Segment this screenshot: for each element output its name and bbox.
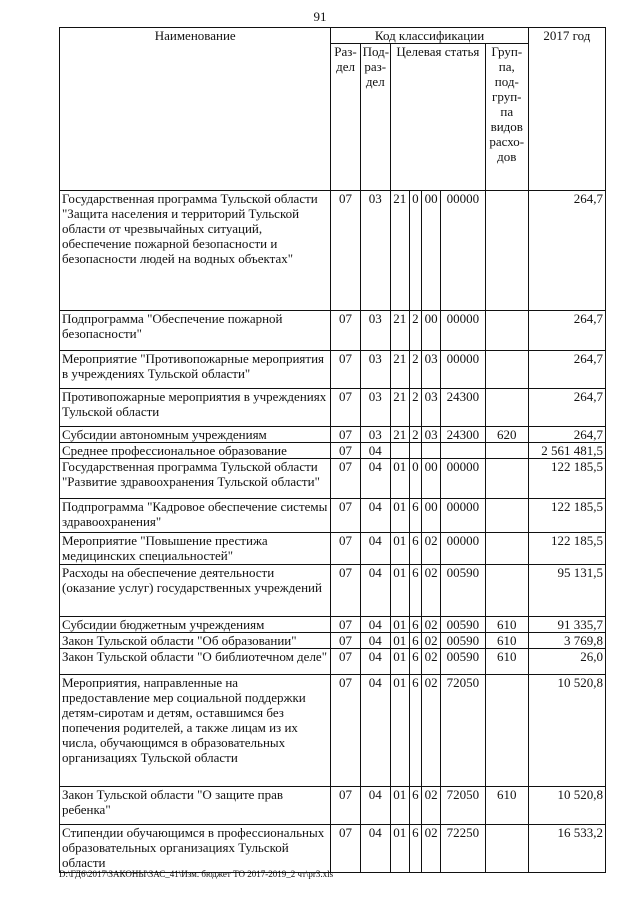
cell-sum: 95 131,5 [528,565,605,617]
cell-c: 00 [422,459,441,499]
cell-pr: 04 [360,533,390,565]
cell-sum: 26,0 [528,649,605,675]
cell-pr: 04 [360,649,390,675]
cell-rz: 07 [331,389,360,427]
cell-vr [485,675,528,787]
cell-pr: 04 [360,633,390,649]
cell-name: Субсидии автономным учреждениям [60,427,331,443]
cell-d [440,443,485,459]
cell-b: 2 [409,351,422,389]
cell-sum: 3 769,8 [528,633,605,649]
cell-d: 00000 [440,311,485,351]
cell-pr: 04 [360,825,390,873]
cell-c: 00 [422,311,441,351]
table-row [60,427,606,443]
cell-vr [485,311,528,351]
table-row [60,191,606,311]
table-row [60,311,606,351]
cell-d: 00000 [440,459,485,499]
cell-rz: 07 [331,443,360,459]
header-year: 2017 год [528,28,605,191]
cell-c: 00 [422,499,441,533]
table-row [60,533,606,565]
cell-vr [485,565,528,617]
cell-a: 21 [390,191,409,311]
cell-c: 02 [422,787,441,825]
cell-a: 01 [390,459,409,499]
cell-d: 24300 [440,427,485,443]
cell-name: Противопожарные мероприятия в учреждениях Тульской области [60,389,331,427]
table-row [60,633,606,649]
header-classification: Код классификации [331,28,528,44]
cell-a: 21 [390,351,409,389]
cell-a: 01 [390,499,409,533]
cell-c: 03 [422,389,441,427]
cell-b: 6 [409,565,422,617]
cell-vr [485,825,528,873]
cell-b: 6 [409,533,422,565]
cell-c: 03 [422,351,441,389]
table-row [60,825,606,873]
cell-pr: 03 [360,311,390,351]
cell-c: 02 [422,825,441,873]
cell-rz: 07 [331,499,360,533]
table-row [60,617,606,633]
cell-d: 00000 [440,351,485,389]
cell-c: 02 [422,617,441,633]
cell-c: 02 [422,533,441,565]
cell-name: Мероприятие "Противопожарные мероприятия в учреждениях Тульской области" [60,351,331,389]
cell-d: 00000 [440,499,485,533]
cell-d: 00000 [440,191,485,311]
cell-sum: 10 520,8 [528,787,605,825]
cell-rz: 07 [331,787,360,825]
cell-vr: 610 [485,617,528,633]
cell-vr [485,533,528,565]
cell-b: 2 [409,427,422,443]
cell-a: 01 [390,633,409,649]
cell-vr: 610 [485,633,528,649]
budget-table [59,27,606,873]
cell-vr [485,459,528,499]
cell-a: 01 [390,617,409,633]
cell-name: Мероприятия, направленные на предоставление мер социальной поддержки детям-сиротам и детям, оставшимся без попечения родителей, а также лицам из их числа, обучающимся в образовательных организациях Тульской области [60,675,331,787]
cell-name: Закон Тульской области "Об образовании" [60,633,331,649]
cell-vr [485,443,528,459]
cell-vr: 610 [485,787,528,825]
cell-rz: 07 [331,427,360,443]
header-name: Наименование [60,28,331,191]
cell-name: Мероприятие "Повышение престижа медицинских специальностей" [60,533,331,565]
table-row [60,787,606,825]
cell-vr: 620 [485,427,528,443]
header-row [60,28,606,44]
cell-name: Стипендии обучающимся в профессиональных образовательных организациях Тульской области [60,825,331,873]
cell-rz: 07 [331,565,360,617]
cell-d: 72050 [440,675,485,787]
cell-name: Подпрограмма "Обеспечение пожарной безопасности" [60,311,331,351]
cell-b: 6 [409,499,422,533]
cell-sum: 264,7 [528,427,605,443]
cell-c: 02 [422,633,441,649]
table-row [60,443,606,459]
cell-sum: 16 533,2 [528,825,605,873]
cell-b: 2 [409,311,422,351]
cell-rz: 07 [331,675,360,787]
cell-b: 6 [409,825,422,873]
table-row [60,675,606,787]
cell-c: 00 [422,191,441,311]
cell-c: 02 [422,565,441,617]
cell-rz: 07 [331,825,360,873]
cell-c: 02 [422,675,441,787]
cell-pr: 04 [360,617,390,633]
cell-a [390,443,409,459]
table-row [60,649,606,675]
table-row [60,389,606,427]
cell-name: Государственная программа Тульской области "Развитие здравоохранения Тульской области" [60,459,331,499]
cell-c [422,443,441,459]
cell-d: 72250 [440,825,485,873]
cell-pr: 03 [360,427,390,443]
cell-pr: 04 [360,459,390,499]
cell-c: 02 [422,649,441,675]
cell-rz: 07 [331,351,360,389]
cell-b: 6 [409,633,422,649]
cell-vr [485,389,528,427]
cell-rz: 07 [331,191,360,311]
cell-a: 01 [390,675,409,787]
cell-d: 00590 [440,617,485,633]
cell-d: 00590 [440,565,485,617]
cell-name: Закон Тульской области "О защите прав ребенка" [60,787,331,825]
cell-rz: 07 [331,617,360,633]
cell-vr [485,351,528,389]
cell-a: 01 [390,565,409,617]
cell-sum: 264,7 [528,351,605,389]
cell-b: 6 [409,617,422,633]
page-number: 91 [313,9,327,24]
table-row [60,565,606,617]
cell-sum: 122 185,5 [528,459,605,499]
table-row [60,351,606,389]
cell-b: 6 [409,675,422,787]
cell-a: 01 [390,533,409,565]
cell-name: Расходы на обеспечение деятельности (оказание услуг) государственных учреждений [60,565,331,617]
cell-pr: 03 [360,191,390,311]
cell-pr: 04 [360,787,390,825]
cell-vr [485,191,528,311]
cell-vr [485,499,528,533]
header-section: Раз- дел [331,44,360,191]
cell-sum: 10 520,8 [528,675,605,787]
cell-rz: 07 [331,533,360,565]
cell-a: 21 [390,311,409,351]
cell-c: 03 [422,427,441,443]
cell-sum: 122 185,5 [528,533,605,565]
cell-d: 00590 [440,649,485,675]
cell-sum: 264,7 [528,191,605,311]
cell-b: 0 [409,459,422,499]
cell-name: Закон Тульской области "О библиотечном деле" [60,649,331,675]
cell-b: 6 [409,649,422,675]
cell-d: 72050 [440,787,485,825]
cell-pr: 03 [360,389,390,427]
cell-sum: 264,7 [528,389,605,427]
cell-vr: 610 [485,649,528,675]
cell-rz: 07 [331,459,360,499]
cell-d: 00000 [440,533,485,565]
cell-sum: 264,7 [528,311,605,351]
cell-a: 21 [390,427,409,443]
cell-pr: 04 [360,675,390,787]
cell-b [409,443,422,459]
cell-name: Среднее профессиональное образование [60,443,331,459]
table-row [60,499,606,533]
cell-sum: 2 561 481,5 [528,443,605,459]
cell-a: 01 [390,649,409,675]
cell-b: 2 [409,389,422,427]
cell-pr: 03 [360,351,390,389]
cell-d: 00590 [440,633,485,649]
cell-name: Государственная программа Тульской области "Защита населения и территорий Тульской области от чрезвычайных ситуаций, обеспечение пожарной безопасности и безопасности людей на водных объектах" [60,191,331,311]
cell-d: 24300 [440,389,485,427]
cell-a: 21 [390,389,409,427]
header-expense-group: Груп- па, под- груп- па видов расхо- дов [485,44,528,191]
cell-sum: 122 185,5 [528,499,605,533]
cell-name: Субсидии бюджетным учреждениям [60,617,331,633]
cell-pr: 04 [360,443,390,459]
cell-rz: 07 [331,311,360,351]
file-path-footer: D:\ГД6\2017\ЗАКОНЫ\ЗАС_41\Изм. бюджет ТО 2017-2019_2 чт\pr3.xls [59,869,334,879]
cell-a: 01 [390,825,409,873]
cell-pr: 04 [360,499,390,533]
cell-rz: 07 [331,633,360,649]
header-subsection: Под- раз- дел [360,44,390,191]
header-target-item: Целевая статья [390,44,485,191]
cell-a: 01 [390,787,409,825]
cell-b: 6 [409,787,422,825]
cell-rz: 07 [331,649,360,675]
cell-pr: 04 [360,565,390,617]
cell-name: Подпрограмма "Кадровое обеспечение системы здравоохранения" [60,499,331,533]
table-row [60,459,606,499]
cell-b: 0 [409,191,422,311]
cell-sum: 91 335,7 [528,617,605,633]
